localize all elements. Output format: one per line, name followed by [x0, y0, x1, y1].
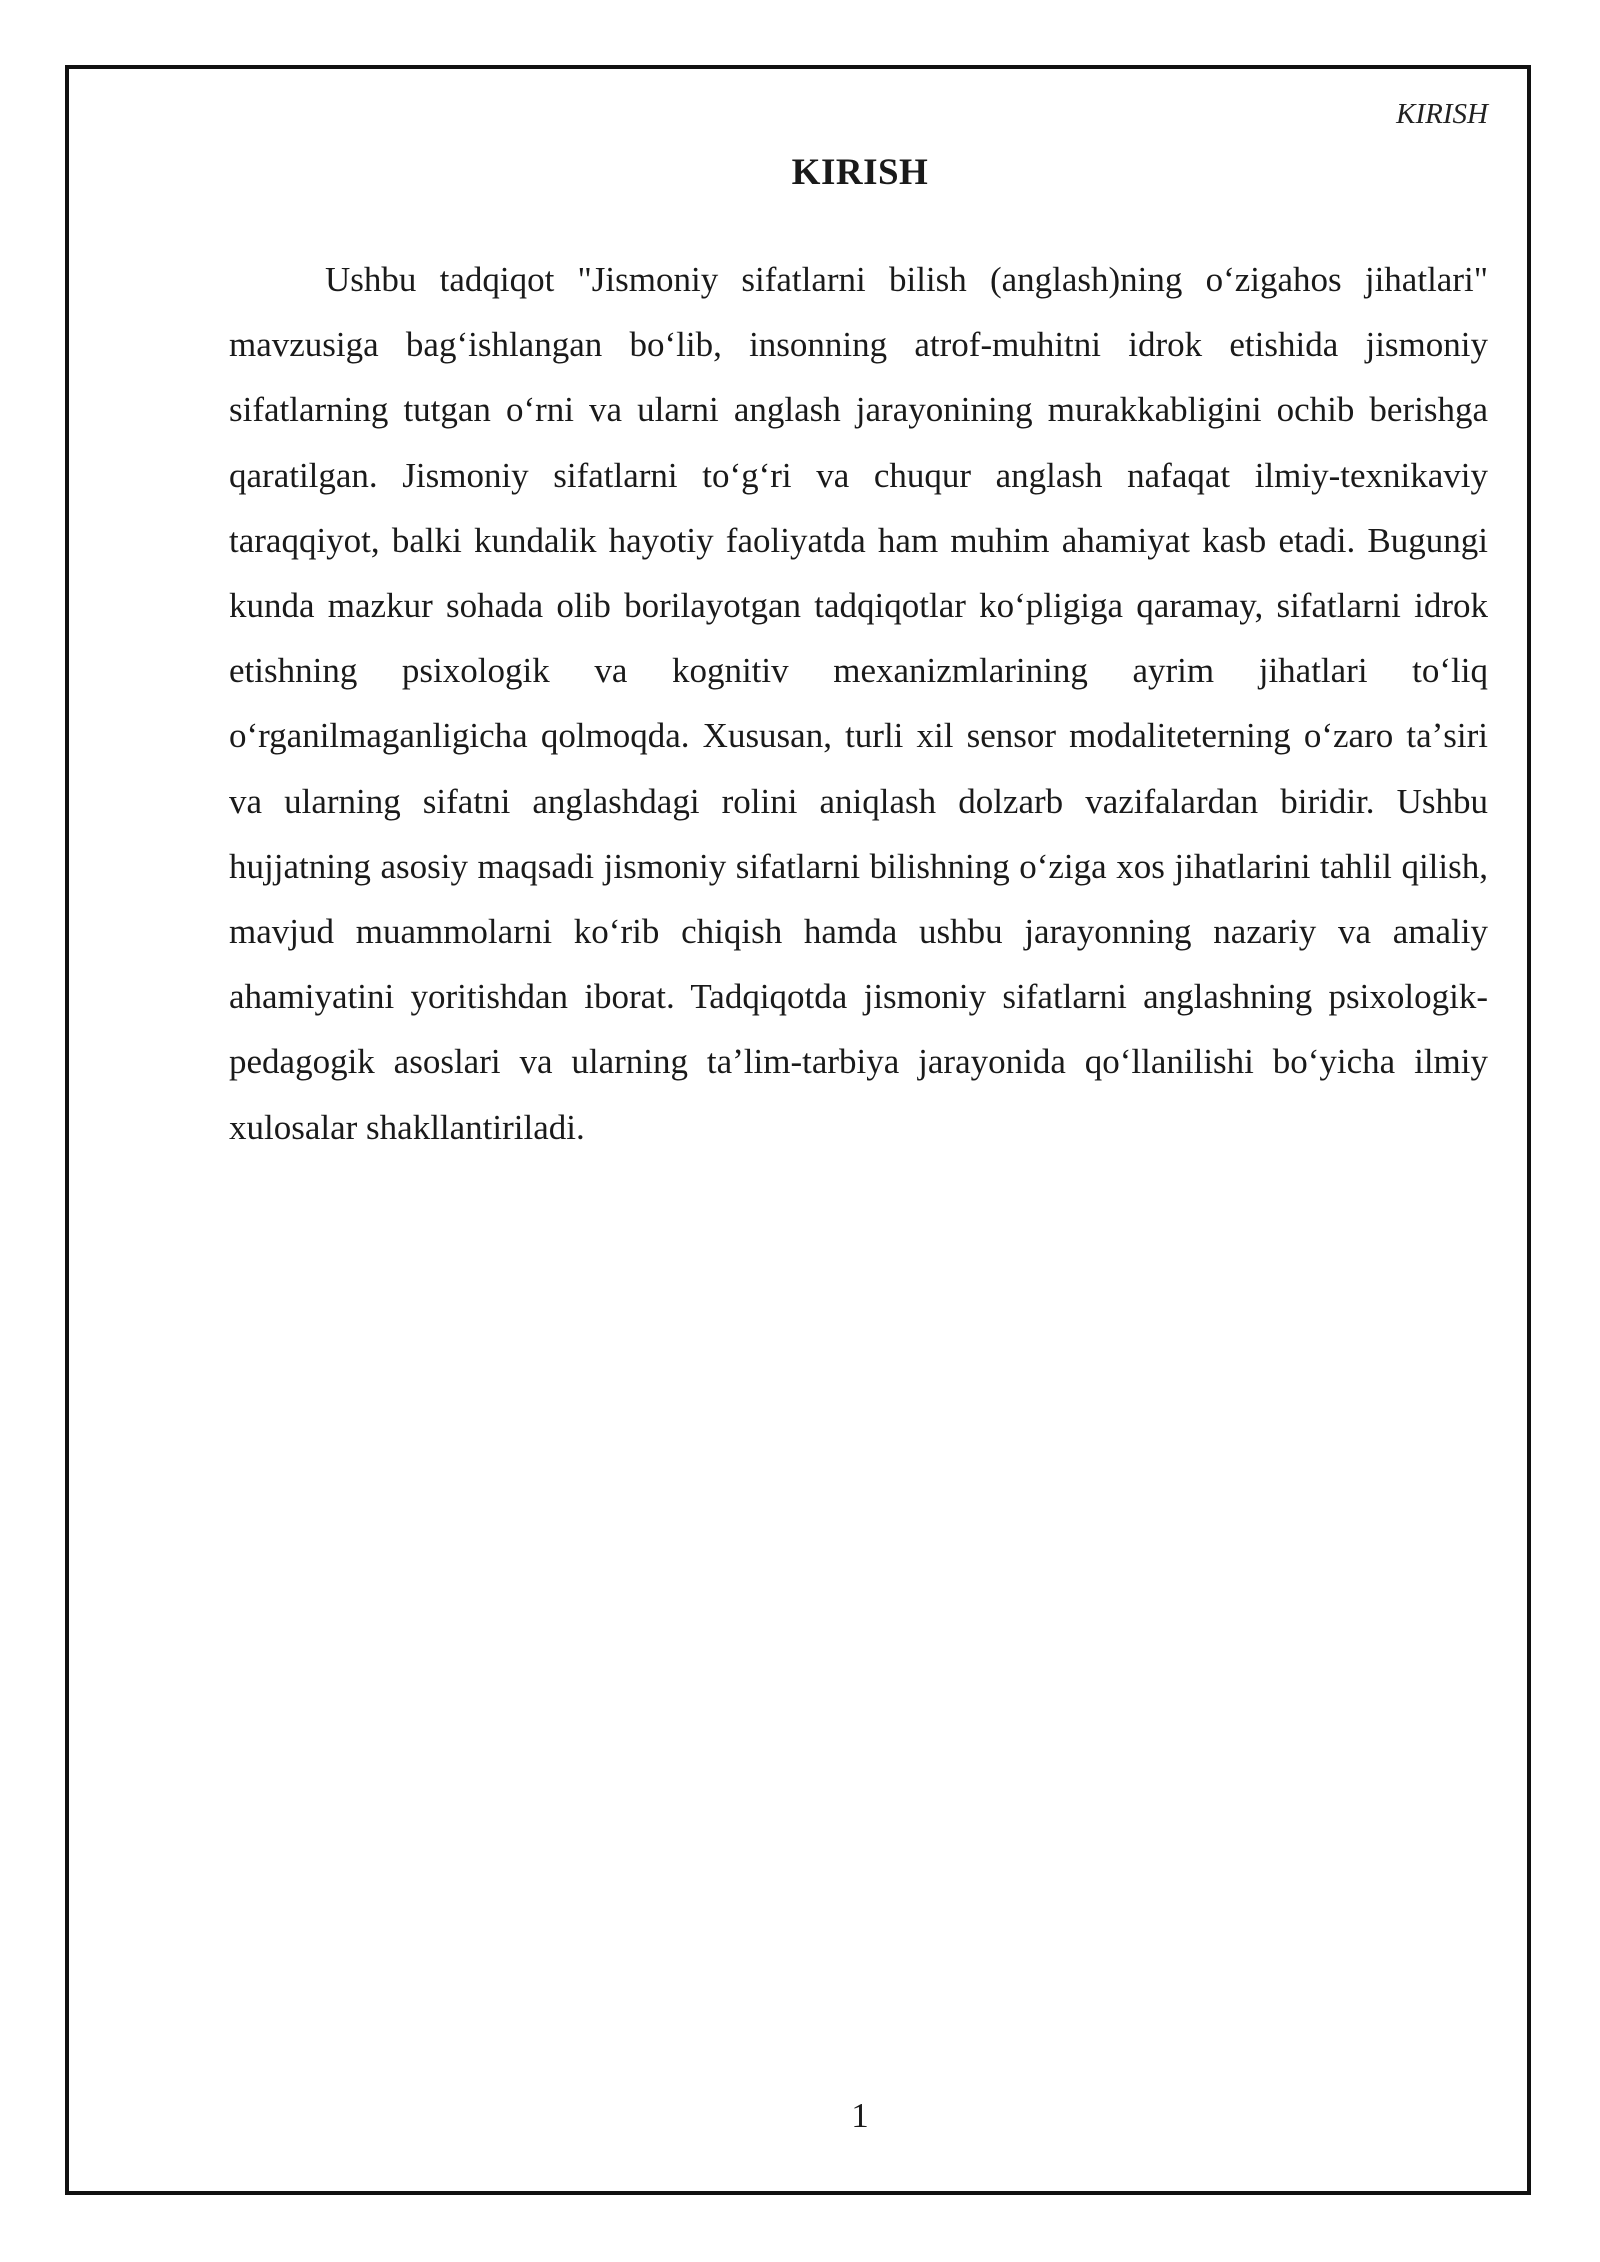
body-paragraph: Ushbu tadqiqot "Jismoniy sifatlarni bilish (anglash)ning oʻzigahos jihatlari" mavzusiga bagʻishlangan boʻlib, insonning atrof-muhitni idrok etishida jismoniy sifatlarning tutgan oʻrni va ularni anglash jarayonining murakkabligini ochib berishga qaratilgan. Jismoniy sifatlarni toʻgʻri va chuqur anglash nafaqat ilmiy-texnikaviy taraqqiyot, balki kundalik hayotiy faoliyatda ham muhim ahamiyat kasb etadi. Bugungi kunda mazkur sohada olib borilayotgan tadqiqotlar koʻpligiga qaramay, sifatlarni idrok etishning psixologik va kognitiv mexanizmlarining ayrim jihatlari toʻliq oʻrganilmaganligicha qolmoqda. Xususan, turli xil sensor modaliteterning oʻzaro taʼsiri va ularning sifatni anglashdagi rolini aniqlash dolzarb vazifalardan biridir. Ushbu hujjatning asosiy maqsadi jismoniy sifatlarni bilishning oʻziga xos jihatlarini tahlil qilish, mavjud muammolarni koʻrib chiqish hamda ushbu jarayonning nazariy va amaliy ahamiyatini yoritishdan iborat. Tadqiqotda jismoniy sifatlarni anglashning psixologik-pedagogik asoslari va ularning taʼlim-tarbiya jarayonida qoʻllanilishi boʻyicha ilmiy xulosalar shakllantiriladi.	[229, 260, 1488, 1147]
page-number: 1	[851, 2096, 869, 2135]
section-title: KIRISH	[791, 152, 929, 193]
running-header: KIRISH	[1396, 98, 1488, 130]
